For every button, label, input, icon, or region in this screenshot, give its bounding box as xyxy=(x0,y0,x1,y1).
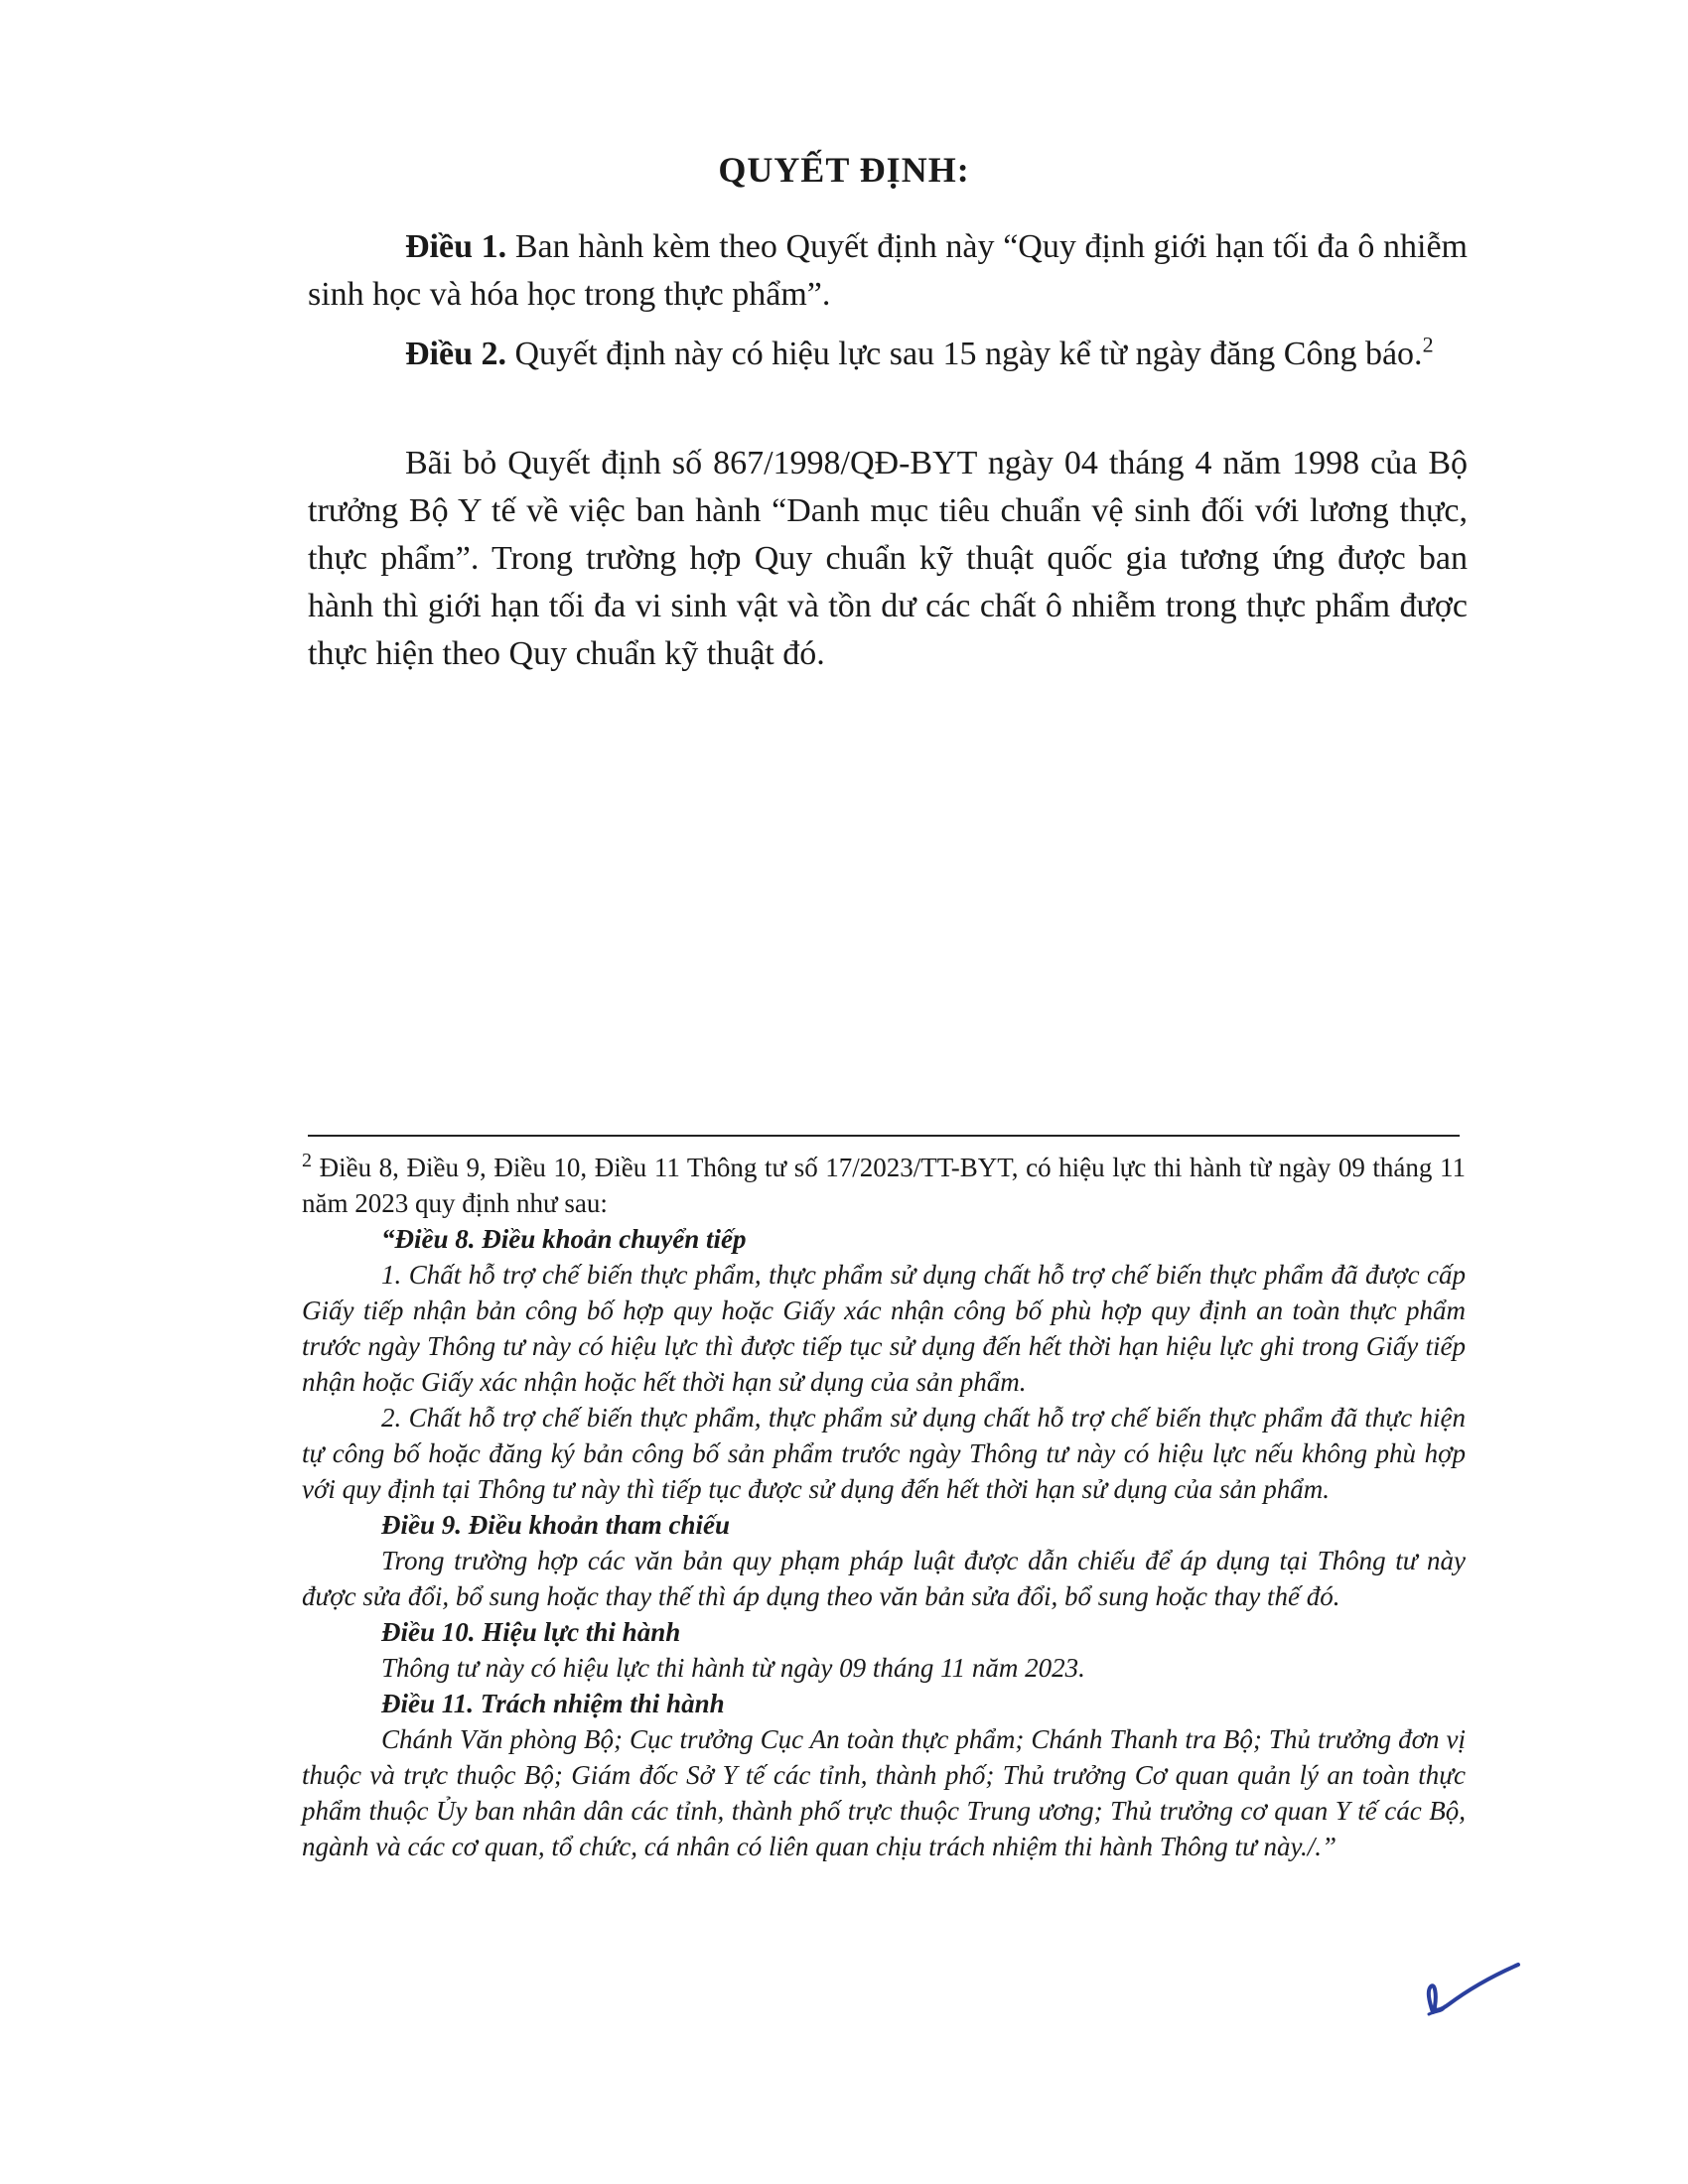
article-11-text: Chánh Văn phòng Bộ; Cục trưởng Cục An toàn thực phẩm; Chánh Thanh tra Bộ; Thủ trưởng đơn vị thuộc và trực thuộc Bộ; Giám đốc Sở Y tế các tỉnh, thành phố; Thủ trưởng Cơ quan quản lý an toàn thực phẩm thuộc Ủy ban nhân dân các tỉnh, thành phố trực thuộc Trung ương; Thủ trưởng cơ quan Y tế các Bộ, ngành và các cơ quan, tổ chức, cá nhân có liên quan chịu trách nhiệm thi hành Thông tư này./.” xyxy=(302,1724,1466,1861)
article-8-title: “Điều 8. Điều khoản chuyển tiếp xyxy=(381,1224,747,1254)
signature-mark-icon xyxy=(1415,1961,1524,2020)
footnote-reference[interactable]: 2 xyxy=(1422,332,1434,357)
footnote-intro: $^2$ Điều 8, Điều 9, Điều 10, Điều 11 Thông tư số 17/2023/TT-BYT, có hiệu lực thi hành từ ngày 09 tháng 11 năm 2023 quy định như sau: xyxy=(302,1150,1466,1218)
footnote-divider xyxy=(308,1135,1460,1137)
article-2 xyxy=(308,331,1468,378)
article-9-text: Trong trường hợp các văn bản quy phạm pháp luật được dẫn chiếu để áp dụng tại Thông tư này được sửa đổi, bổ sung hoặc thay thế thì áp dụng theo văn bản sửa đổi, bổ sung hoặc thay thế đó. xyxy=(302,1546,1466,1611)
article-9-title: Điều 9. Điều khoản tham chiếu xyxy=(381,1510,731,1540)
article-8-clause-2: 2. Chất hỗ trợ chế biến thực phẩm, thực phẩm sử dụng chất hỗ trợ chế biến thực phẩm đã thực hiện tự công bố hoặc đăng ký bản công bố sản phẩm trước ngày Thông tư này có hiệu lực nếu không phù hợp với quy định tại Thông tư này thì tiếp tục được sử dụng đến hết thời hạn sử dụng của sản phẩm. xyxy=(302,1403,1466,1504)
article-1-label: Điều 1. xyxy=(405,228,507,265)
article-8-clause-1: 1. Chất hỗ trợ chế biến thực phẩm, thực phẩm sử dụng chất hỗ trợ chế biến thực phẩm đã được cấp Giấy tiếp nhận bản công bố hợp quy hoặc Giấy xác nhận công bố phù hợp quy định an toàn thực phẩm trước ngày Thông tư này có hiệu lực thì được tiếp tục sử dụng đến hết thời hạn hiệu lực ghi trong Giấy tiếp nhận hoặc Giấy xác nhận hoặc hết thời hạn sử dụng của sản phẩm. xyxy=(302,1260,1466,1397)
footnote xyxy=(302,1150,1466,1864)
article-2-label: Điều 2. xyxy=(405,336,506,372)
article-1-text: Ban hành kèm theo Quyết định này “Quy định giới hạn tối đa ô nhiễm sinh học và hóa học trong thực phẩm”. xyxy=(308,228,1468,313)
article-11-title: Điều 11. Trách nhiệm thi hành xyxy=(381,1689,725,1718)
repeal-paragraph: Bãi bỏ Quyết định số 867/1998/QĐ-BYT ngày 04 tháng 4 năm 1998 của Bộ trưởng Bộ Y tế về việc ban hành “Danh mục tiêu chuẩn vệ sinh đối với lương thực, thực phẩm”. Trong trường hợp Quy chuẩn kỹ thuật quốc gia tương ứng được ban hành thì giới hạn tối đa vi sinh vật và tồn dư các chất ô nhiễm trong thực phẩm được thực hiện theo Quy chuẩn kỹ thuật đó. xyxy=(308,445,1468,672)
article-1 xyxy=(308,223,1468,319)
article-2-text: Quyết định này có hiệu lực sau 15 ngày kể từ ngày đăng Công báo. xyxy=(506,336,1423,372)
article-10-title: Điều 10. Hiệu lực thi hành xyxy=(381,1617,681,1647)
footnote-number: 2 xyxy=(302,1150,312,1171)
page-title: QUYẾT ĐỊNH: xyxy=(718,150,970,190)
article-10-text: Thông tư này có hiệu lực thi hành từ ngày 09 tháng 11 năm 2023. xyxy=(381,1653,1085,1683)
